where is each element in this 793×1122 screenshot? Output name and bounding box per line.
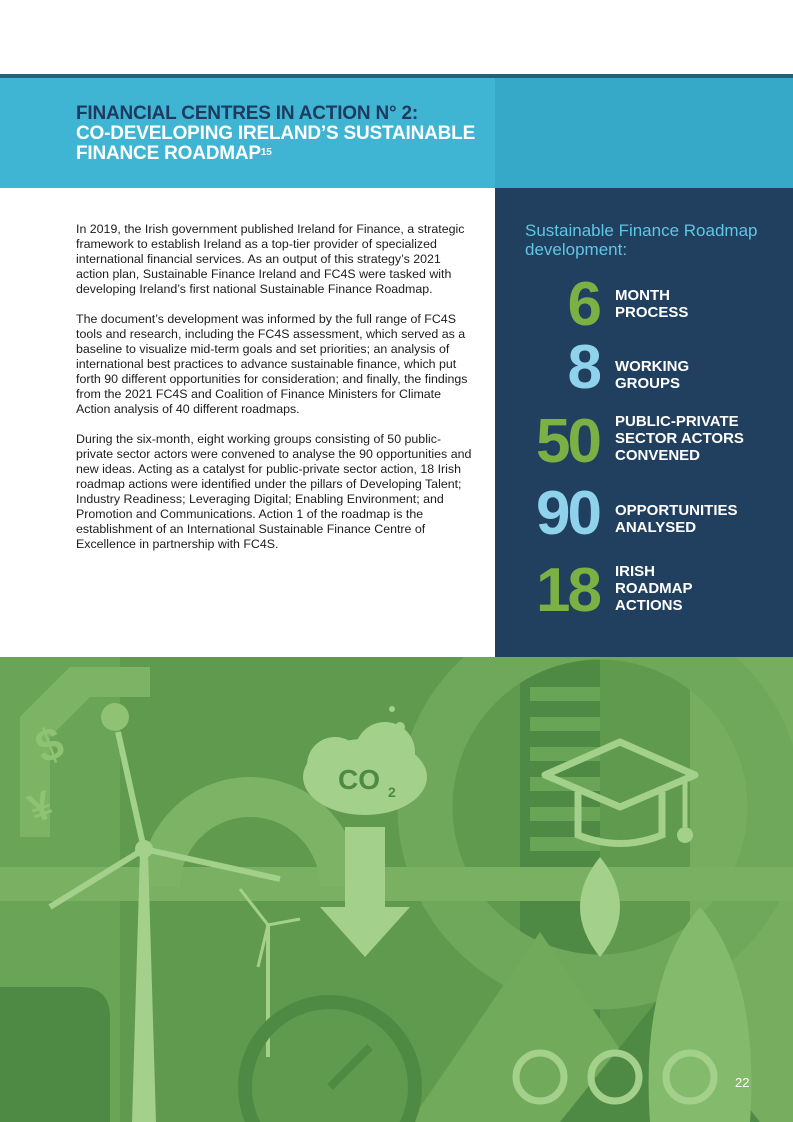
body-text	[76, 222, 476, 567]
stat-working-groups	[495, 333, 793, 407]
gear-small-icon	[101, 703, 129, 731]
stat-number: 8	[567, 333, 599, 402]
title-line-2: CO-DEVELOPING IRELAND’S SUSTAINABLE	[76, 123, 476, 144]
stat-label: WORKING GROUPS	[615, 358, 690, 392]
title-line-1: FINANCIAL CENTRES IN ACTION N° 2:	[76, 103, 418, 124]
stat-sector-actors	[495, 407, 793, 481]
title-line-3	[76, 144, 496, 164]
stat-month-process	[495, 270, 793, 344]
yen-icon: ¥	[22, 782, 59, 832]
stat-number: 18	[536, 556, 599, 625]
stat-label: OPPORTUNITIES ANALYSED	[615, 502, 738, 536]
stats-heading: Sustainable Finance Roadmap development:	[525, 221, 758, 259]
stat-opportunities	[495, 479, 793, 553]
co2-label: CO	[338, 764, 380, 795]
stat-roadmap-actions	[495, 556, 793, 630]
paragraph-2: The document’s development was informed by the full range of FC4S tools and research, including the FC4S assessment, which served as a baseline to visualize mid-term goals and set priorities; an analysis of international best practices to advance sustainable finance, which put forth 90 different opportunities for consideration; and finally, the findings from the 2021 FC4S and Coalition of Finance Ministers for Climate Action analysis of 40 different roadmaps.	[76, 312, 468, 416]
stat-number: 90	[536, 479, 599, 548]
illus-block-left	[0, 987, 110, 1122]
header-band-right	[495, 78, 793, 188]
stat-label: PUBLIC-PRIVATE SECTOR ACTORS CONVENED	[615, 413, 744, 464]
title-footnote-ref: 15	[260, 147, 272, 158]
paragraph-1: In 2019, the Irish government published Ireland for Finance, a strategic framework to establish Ireland as a top-tier provider of specialized international financial services. As an output of this strategy’s 2021 action plan, Sustainable Finance Ireland and FC4S were tasked with developing Ireland’s first national Sustainable Finance Roadmap.	[76, 222, 465, 296]
stat-number: 6	[567, 270, 599, 339]
dollar-icon: $	[28, 715, 71, 774]
sustainability-illustration	[0, 657, 793, 1122]
stat-label: MONTH PROCESS	[615, 287, 689, 321]
co2-subscript: 2	[388, 784, 396, 800]
illus-horizontal-band	[0, 867, 793, 901]
title-line-3-text: FINANCE ROADMAP	[76, 143, 261, 164]
stat-number: 50	[536, 407, 599, 476]
paragraph-3: During the six-month, eight working groups consisting of 50 public-private sector actors were convened to analyse the 90 opportunities and new ideas. Acting as a catalyst for public-private sector action, 18 Irish roadmap actions were identified under the pillars of Developing Talent; Industry Readiness; Leveraging Digital; Enabling Environment; and Promotion and Communications. Action 1 of the roadmap is the establishment of an International Sustainable Finance Centre of Excellence in partnership with FC4S.	[76, 432, 472, 551]
page-title	[76, 104, 496, 164]
page-number: 22	[735, 1075, 750, 1090]
stat-label: IRISH ROADMAP ACTIONS	[615, 563, 693, 614]
